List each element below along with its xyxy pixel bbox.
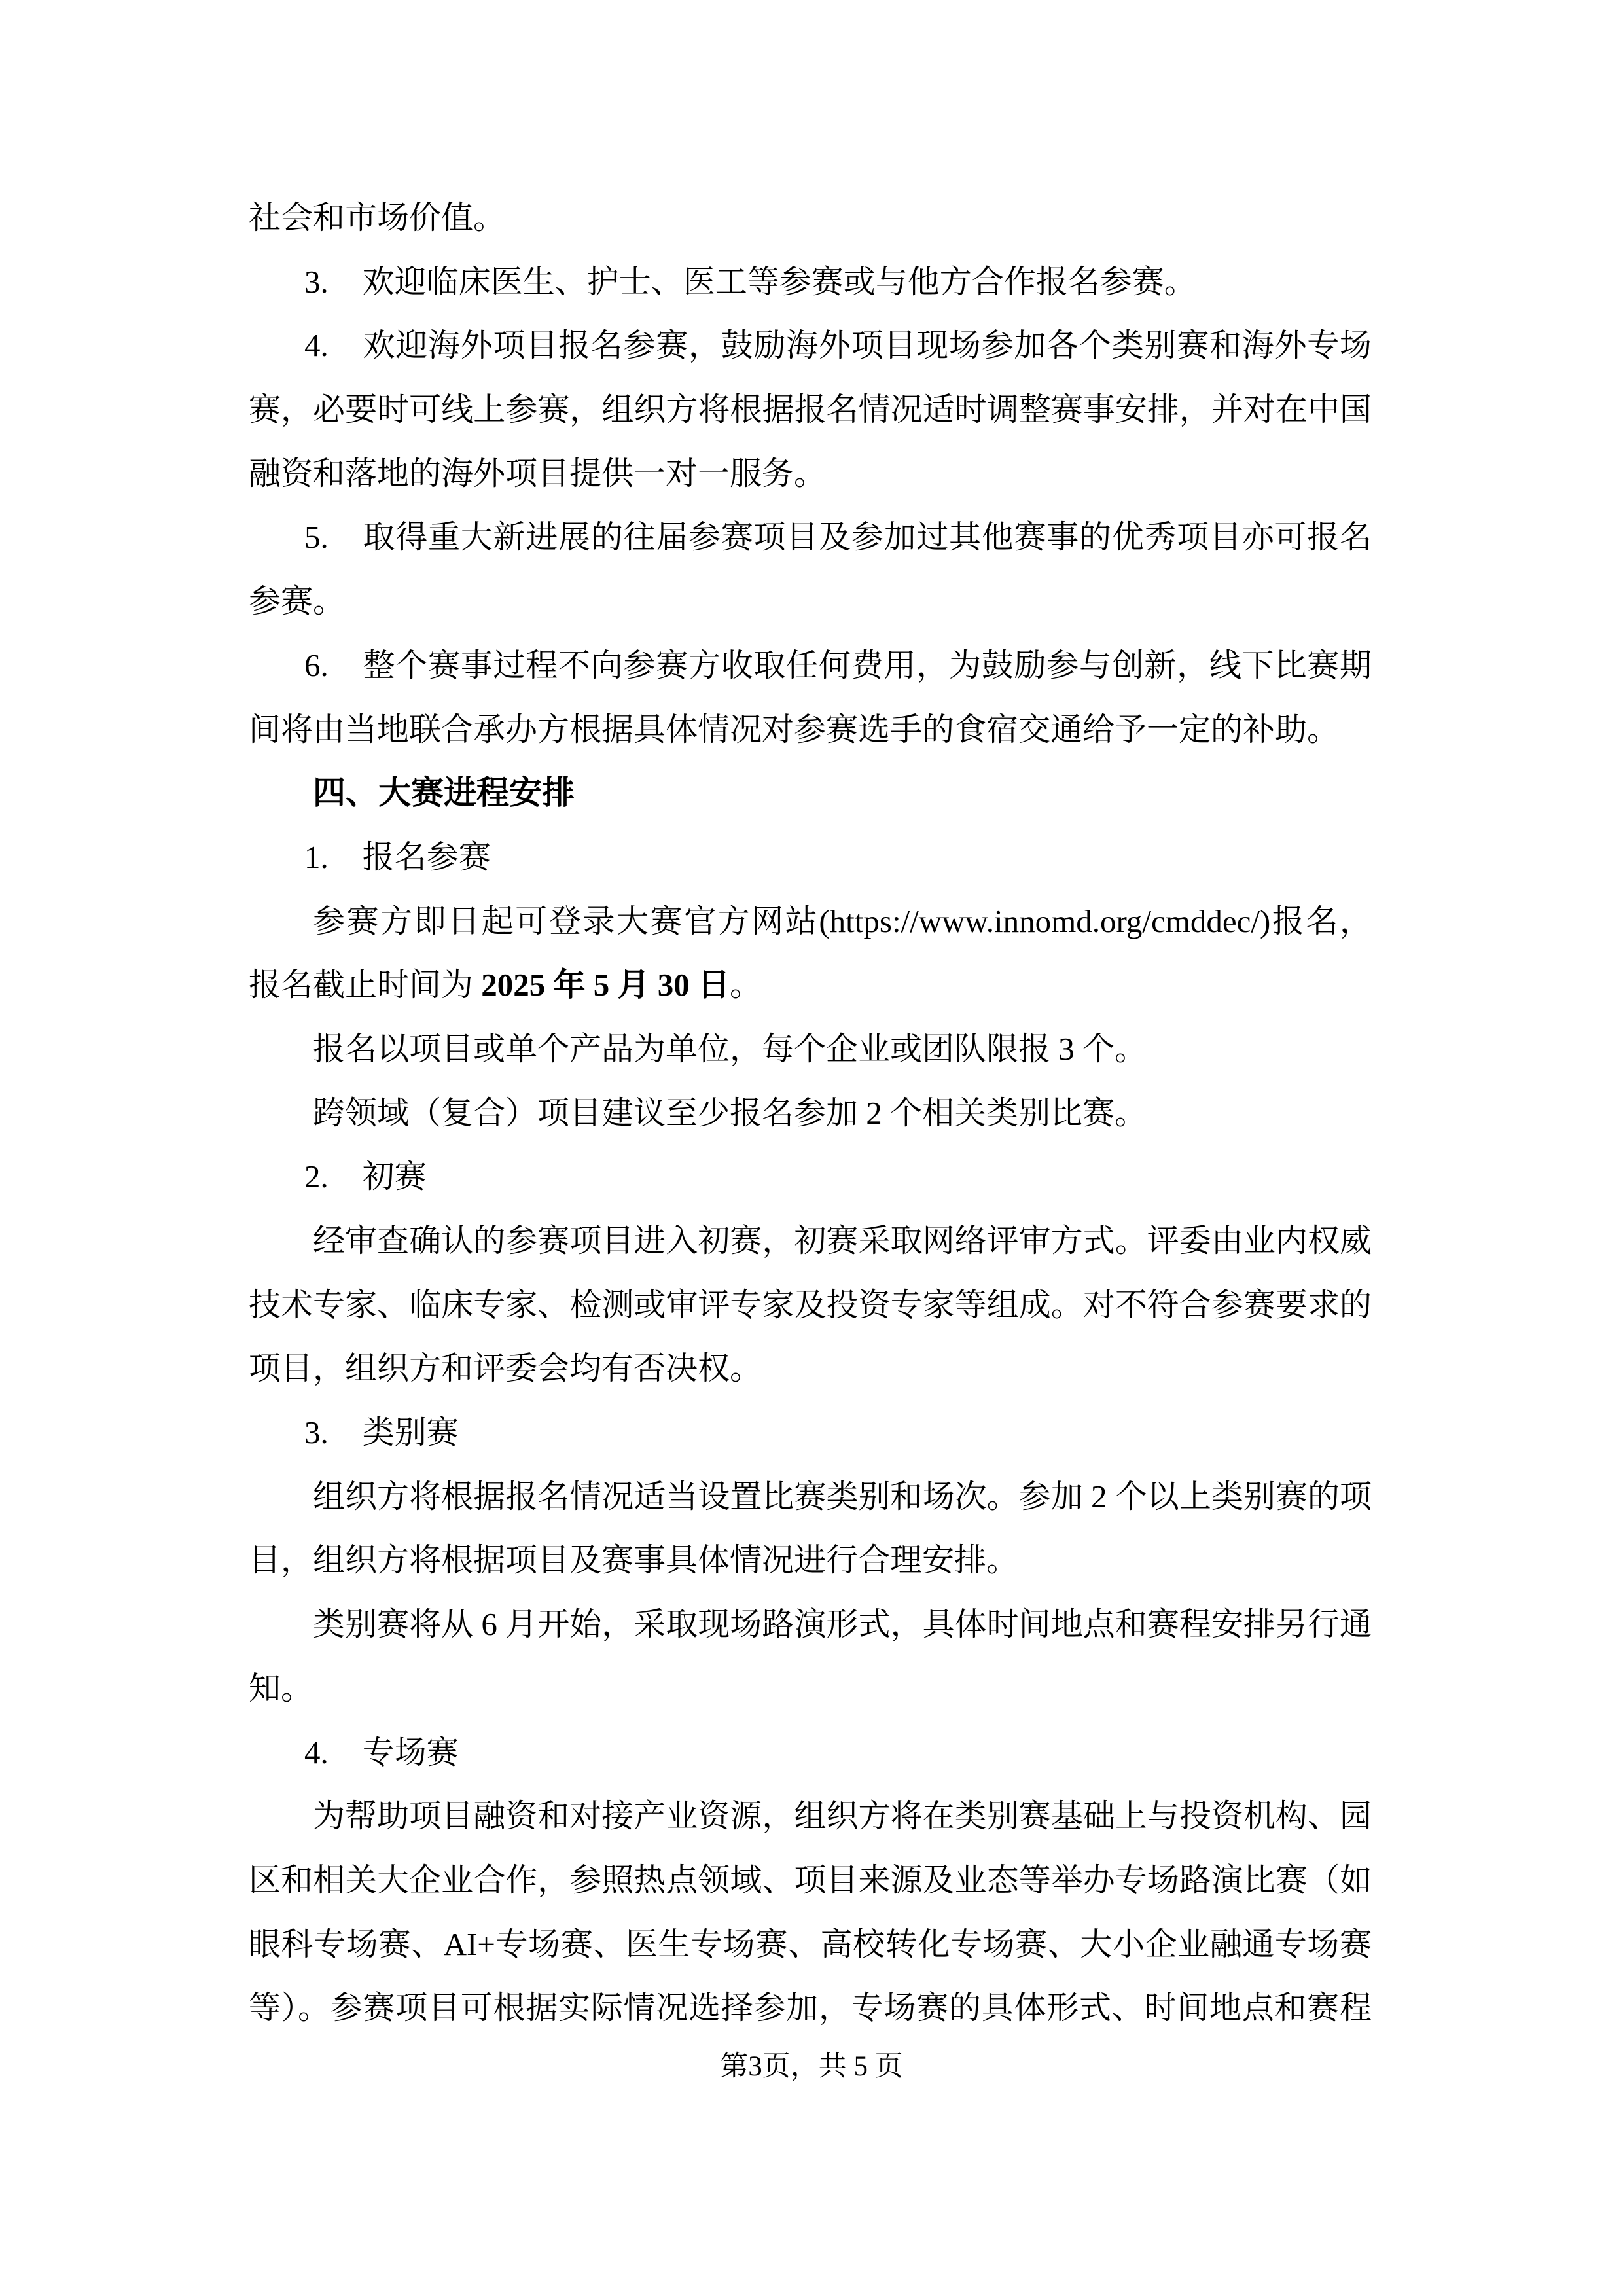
text-line-21 — [249, 1465, 1372, 1529]
list-number: 3. — [304, 263, 329, 300]
text-segment: 赛，必要时可线上参赛，组织方将根据报名情况适时调整赛事安排，并对在中国 — [249, 391, 1372, 428]
text-line-15 — [249, 1081, 1372, 1145]
text-segment: 报名参赛 — [362, 838, 491, 875]
text-line-1 — [249, 186, 1372, 250]
text-segment: 区和相关大企业合作，参照热点领域、项目来源及业态等举办专场路演比赛（如 — [249, 1861, 1372, 1898]
text-segment: 跨领域（复合）项目建议至少报名参加 2 个相关类别比赛。 — [313, 1094, 1147, 1131]
list-number: 4. — [304, 327, 329, 364]
text-line-20 — [249, 1401, 1372, 1465]
list-number: 5. — [304, 519, 329, 556]
list-number: 1. — [304, 838, 329, 875]
text-segment: 社会和市场价值。 — [249, 200, 506, 236]
text-segment: 欢迎临床医生、护士、医工等参赛或与他方合作报名参赛。 — [362, 263, 1196, 300]
text-line-6 — [249, 505, 1372, 569]
list-number: 6. — [304, 647, 329, 683]
section-heading — [249, 761, 1372, 825]
text-segment: 初赛 — [362, 1158, 427, 1195]
text-line-3 — [249, 314, 1372, 378]
text-line-24 — [249, 1657, 1372, 1721]
text-segment: 等）。参赛项目可根据实际情况选择参加，专场赛的具体形式、时间地点和赛程 — [249, 1990, 1372, 2026]
text-line-27 — [249, 1848, 1372, 1912]
list-number: 4. — [304, 1734, 329, 1770]
text-line-19 — [249, 1336, 1372, 1401]
text-line-4 — [249, 378, 1372, 442]
text-line-28 — [249, 1912, 1372, 1977]
document-body — [249, 186, 1372, 2040]
text-segment: 参赛方即日起可登录大赛官方网站(https://www.innomd.org/cmddec/)报名， — [313, 903, 1372, 939]
text-segment: 四、大赛进程安排 — [313, 774, 575, 812]
bold-text-segment: 2025 年 5 月 30 日 — [481, 967, 730, 1003]
text-segment: 间将由当地联合承办方根据具体情况对参赛选手的食宿交通给予一定的补助。 — [249, 711, 1340, 747]
text-segment: 目，组织方将根据项目及赛事具体情况进行合理安排。 — [249, 1542, 1019, 1579]
text-segment: 类别赛 — [362, 1414, 459, 1451]
text-line-18 — [249, 1273, 1372, 1337]
text-line-23 — [249, 1592, 1372, 1657]
text-line-11 — [249, 825, 1372, 889]
text-segment: 融资和落地的海外项目提供一对一服务。 — [249, 455, 827, 492]
text-line-26 — [249, 1784, 1372, 1848]
text-line-8 — [249, 634, 1372, 698]
text-line-29 — [249, 1976, 1372, 2040]
text-segment: 专场赛 — [362, 1734, 459, 1770]
text-line-7 — [249, 569, 1372, 634]
text-line-25 — [249, 1721, 1372, 1785]
text-segment: 知。 — [249, 1670, 313, 1706]
list-number: 3. — [304, 1414, 329, 1451]
text-line-5 — [249, 442, 1372, 506]
page-number-footer: 第3页，共 5 页 — [720, 2051, 903, 2082]
text-line-12 — [249, 889, 1372, 954]
text-segment: 项目，组织方和评委会均有否决权。 — [249, 1350, 762, 1387]
text-line-17 — [249, 1209, 1372, 1273]
text-segment: 技术专家、临床专家、检测或审评专家及投资专家等组成。对不符合参赛要求的 — [249, 1286, 1372, 1323]
text-segment: 经审查确认的参赛项目进入初赛，初赛采取网络评审方式。评委由业内权威 — [313, 1223, 1372, 1259]
text-line-22 — [249, 1528, 1372, 1592]
text-line-16 — [249, 1145, 1372, 1209]
text-segment: 报名截止时间为 — [249, 967, 482, 1003]
text-line-14 — [249, 1017, 1372, 1081]
text-segment: 欢迎海外项目报名参赛，鼓励海外项目现场参加各个类别赛和海外专场 — [362, 327, 1372, 364]
text-segment: 类别赛将从 6 月开始，采取现场路演形式，具体时间地点和赛程安排另行通 — [313, 1606, 1372, 1643]
text-segment: 为帮助项目融资和对接产业资源，组织方将在类别赛基础上与投资机构、园 — [313, 1798, 1372, 1835]
text-segment: 眼科专场赛、AI+专场赛、医生专场赛、高校转化专场赛、大小企业融通专场赛 — [249, 1926, 1372, 1962]
list-number: 2. — [304, 1158, 329, 1195]
text-segment: 参赛。 — [249, 583, 346, 620]
text-segment: 整个赛事过程不向参赛方收取任何费用，为鼓励参与创新，线下比赛期 — [362, 647, 1372, 683]
text-segment: 组织方将根据报名情况适当设置比赛类别和场次。参加 2 个以上类别赛的项 — [313, 1478, 1372, 1515]
text-line-2 — [249, 250, 1372, 314]
text-segment: 报名以项目或单个产品为单位，每个企业或团队限报 3 个。 — [313, 1030, 1147, 1067]
text-segment: 取得重大新进展的往届参赛项目及参加过其他赛事的优秀项目亦可报名 — [362, 519, 1372, 556]
text-line-9 — [249, 698, 1372, 762]
text-line-13 — [249, 953, 1372, 1017]
text-segment: 。 — [730, 967, 762, 1003]
